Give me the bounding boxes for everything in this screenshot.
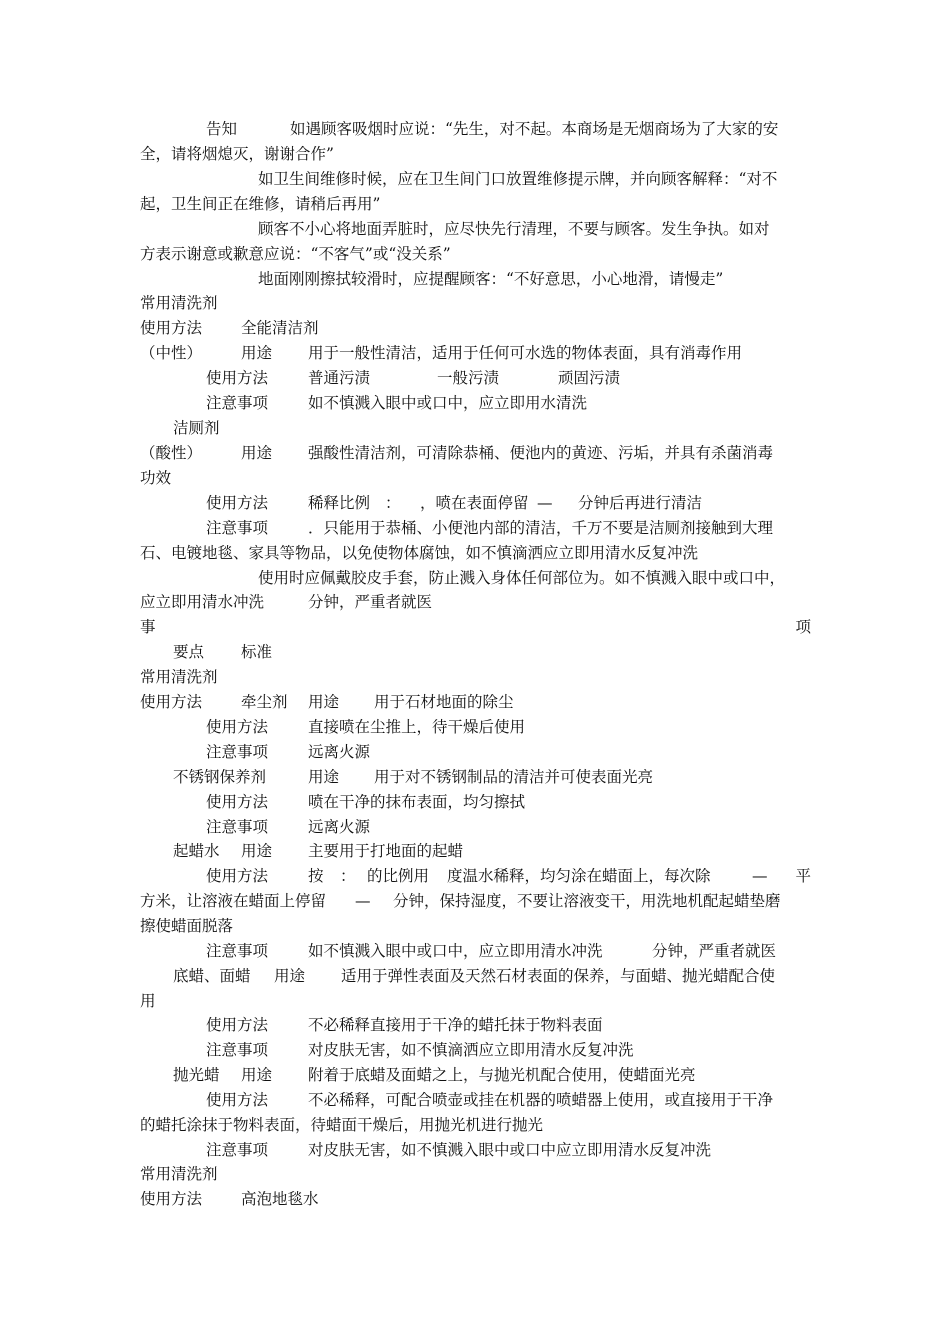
text-segment: 对皮肤无害，如不慎溅入眼中或口中应立即用清水反复冲洗 (308, 1141, 712, 1159)
text-segment: 如遇顾客吸烟时应说：“先生，对不起。本商场是无烟商场为了大家的安 (290, 120, 779, 138)
text-segment: 标准 (241, 643, 273, 661)
text-line (140, 714, 811, 740)
text-segment: 注意事项 (206, 942, 269, 960)
text-line (140, 764, 811, 790)
text-segment: 注意事项 (206, 743, 269, 761)
text-segment: — (355, 892, 371, 910)
text-segment: 常用清洗剂 (140, 294, 218, 312)
text-segment: 事 (140, 618, 156, 636)
text-segment: ．只能用于恭桶、小便池内部的清洁，千万不要是洁厕剂接触到大理 (308, 519, 774, 537)
text-segment: 高泡地毯水 (241, 1190, 319, 1208)
text-line (140, 789, 811, 815)
text-segment: 全，请将烟熄灭，谢谢合作” (140, 145, 334, 163)
text-line (140, 141, 811, 167)
text-segment: ： (385, 494, 401, 512)
section-heading (140, 1161, 811, 1187)
text-line (140, 540, 811, 566)
text-line (140, 1137, 811, 1163)
text-line (140, 440, 811, 466)
text-segment: 用于对不锈钢制品的清洁并可使表面光亮 (374, 768, 654, 786)
text-segment: （酸性） (140, 444, 203, 462)
text-segment: 使用时应佩戴胶皮手套，防止溅入身体任何部位为。如不慎溅入眼中或口中， (258, 569, 786, 587)
text-segment: （中性） (140, 344, 203, 362)
text-segment: 一般污渍 (437, 369, 500, 387)
text-segment: 底蜡、面蜡 (173, 967, 251, 985)
text-line (140, 266, 811, 292)
text-line (140, 1037, 811, 1063)
text-segment: 用于石材地面的除尘 (374, 693, 514, 711)
text-segment: 直接喷在尘推上，待干燥后使用 (308, 718, 526, 736)
text-line (140, 465, 811, 491)
text-line (140, 565, 811, 591)
text-segment: 使用方法 (206, 867, 269, 885)
text-line (140, 838, 811, 864)
text-segment: 注意事项 (206, 818, 269, 836)
text-line (140, 814, 811, 840)
text-segment: 不必稀释直接用于干净的蜡托抹于物料表面 (308, 1016, 603, 1034)
text-segment: 使用方法 (206, 369, 269, 387)
text-line (140, 340, 811, 366)
text-segment: — (537, 494, 553, 512)
text-segment: 全能清洁剂 (241, 319, 319, 337)
text-line (140, 315, 811, 341)
text-segment: 使用方法 (140, 1190, 203, 1208)
text-line (140, 589, 811, 615)
text-line (140, 166, 811, 192)
text-segment: 起蜡水 (173, 842, 220, 860)
text-line (140, 888, 811, 914)
text-segment: ，喷在表面停留 (420, 494, 529, 512)
text-segment: 稀释比例 (308, 494, 371, 512)
text-segment: 平 (795, 867, 811, 885)
text-line (140, 1186, 811, 1212)
text-segment: 用途 (241, 1066, 273, 1084)
text-segment: 度温水稀释，均匀涂在蜡面上，每次除 (447, 867, 711, 885)
text-line (140, 963, 811, 989)
text-segment: 如卫生间维修时候，应在卫生间门口放置维修提示牌，并向顾客解释：“对不 (258, 170, 778, 188)
text-segment: 常用清洗剂 (140, 668, 218, 686)
text-segment: 注意事项 (206, 519, 269, 537)
text-segment: 使用方法 (140, 319, 203, 337)
text-line (140, 390, 811, 416)
text-segment: 如不慎溅入眼中或口中，应立即用水清洗 (308, 394, 588, 412)
text-segment: 不必稀释，可配合喷壶或挂在机器的喷蜡器上使用，或直接用于干净 (308, 1091, 774, 1109)
text-segment: 使用方法 (206, 793, 269, 811)
text-line (140, 1012, 811, 1038)
text-segment: 使用方法 (140, 693, 203, 711)
text-segment: 常用清洗剂 (140, 1165, 218, 1183)
text-line (140, 689, 811, 715)
text-segment: — (752, 867, 768, 885)
text-segment: 告知 (206, 120, 238, 138)
text-segment: 附着于底蜡及面蜡之上，与抛光机配合使用，使蜡面光亮 (308, 1066, 696, 1084)
text-segment: 用途 (308, 768, 340, 786)
text-segment: 用途 (241, 444, 273, 462)
text-segment: 普通污渍 (308, 369, 371, 387)
text-segment: 功效 (140, 469, 172, 487)
text-line (140, 1112, 811, 1138)
text-segment: 应立即用清水冲洗 (140, 593, 265, 611)
text-segment: 分钟，严重者就医 (308, 593, 433, 611)
text-segment: 石、电镀地毯、家具等物品，以免使物体腐蚀，如不慎滴洒应立即用清水反复冲洗 (140, 544, 699, 562)
text-segment: 牵尘剂 (241, 693, 288, 711)
text-segment: 要点 (173, 643, 205, 661)
text-segment: 使用方法 (206, 718, 269, 736)
text-line (140, 490, 811, 516)
text-segment: 分钟，保持湿度，不要让溶液变干，用洗地机配起蜡垫磨 (393, 892, 781, 910)
text-segment: 分钟，严重者就医 (652, 942, 777, 960)
text-segment: 使用方法 (206, 1016, 269, 1034)
text-segment: 对皮肤无害，如不慎滴洒应立即用清水反复冲洗 (308, 1041, 634, 1059)
text-segment: 远离火源 (308, 818, 371, 836)
text-segment: 抛光蜡 (173, 1066, 220, 1084)
text-segment: 顾客不小心将地面弄脏时，应尽快先行清理，不要与顾客。发生争执。如对 (258, 220, 770, 238)
text-line (140, 1087, 811, 1113)
text-line (140, 739, 811, 765)
text-segment: 按 (308, 867, 324, 885)
text-segment: 不锈钢保养剂 (173, 768, 267, 786)
text-segment: 主要用于打地面的起蜡 (308, 842, 464, 860)
text-segment: 用途 (241, 842, 273, 860)
text-line (140, 863, 811, 889)
text-line (140, 938, 811, 964)
text-line (140, 614, 811, 640)
text-segment: 用 (140, 992, 156, 1010)
text-segment: 分钟后再进行清洁 (578, 494, 703, 512)
text-line (140, 639, 811, 665)
text-line (140, 515, 811, 541)
text-segment: 注意事项 (206, 1141, 269, 1159)
text-segment: 如不慎溅入眼中或口中，应立即用清水冲洗 (308, 942, 603, 960)
text-line (140, 1062, 811, 1088)
text-segment: 用于一般性清洁，适用于任何可水选的物体表面，具有消毒作用 (308, 344, 743, 362)
text-segment: 用途 (274, 967, 306, 985)
text-segment: 地面刚刚擦拭较滑时，应提醒顾客：“不好意思，小心地滑，请慢走” (258, 270, 724, 288)
text-segment: 注意事项 (206, 1041, 269, 1059)
text-segment: 使用方法 (206, 1091, 269, 1109)
text-line (140, 365, 811, 391)
text-segment: 顽固污渍 (558, 369, 621, 387)
text-line (140, 191, 811, 217)
text-segment: 使用方法 (206, 494, 269, 512)
text-line (140, 216, 811, 242)
text-line (140, 988, 811, 1014)
text-segment: 起，卫生间正在维修，请稍后再用” (140, 195, 381, 213)
text-segment: 适用于弹性表面及天然石材表面的保养，与面蜡、抛光蜡配合使 (341, 967, 776, 985)
section-heading (140, 664, 811, 690)
text-segment: ： (340, 867, 356, 885)
text-segment: 擦使蜡面脱落 (140, 917, 234, 935)
text-segment: 项 (795, 618, 811, 636)
text-segment: 用途 (308, 693, 340, 711)
text-segment: 强酸性清洁剂，可清除恭桶、便池内的黄迹、污垢，并具有杀菌消毒 (308, 444, 774, 462)
text-segment: 注意事项 (206, 394, 269, 412)
text-segment: 方表示谢意或歉意应说：“不客气”或“没关系” (140, 245, 451, 263)
text-segment: 远离火源 (308, 743, 371, 761)
text-segment: 用途 (241, 344, 273, 362)
text-segment: 洁厕剂 (173, 419, 220, 437)
text-line (140, 913, 811, 939)
text-segment: 喷在干净的抹布表面，均匀擦拭 (308, 793, 526, 811)
text-segment: 方米，让溶液在蜡面上停留 (140, 892, 327, 910)
text-segment: 的蜡托涂抹于物料表面，待蜡面干燥后，用抛光机进行抛光 (140, 1116, 544, 1134)
text-segment: 的比例用 (367, 867, 430, 885)
text-line (140, 116, 811, 142)
text-line (140, 241, 811, 267)
text-line (140, 415, 811, 441)
section-heading (140, 290, 811, 316)
